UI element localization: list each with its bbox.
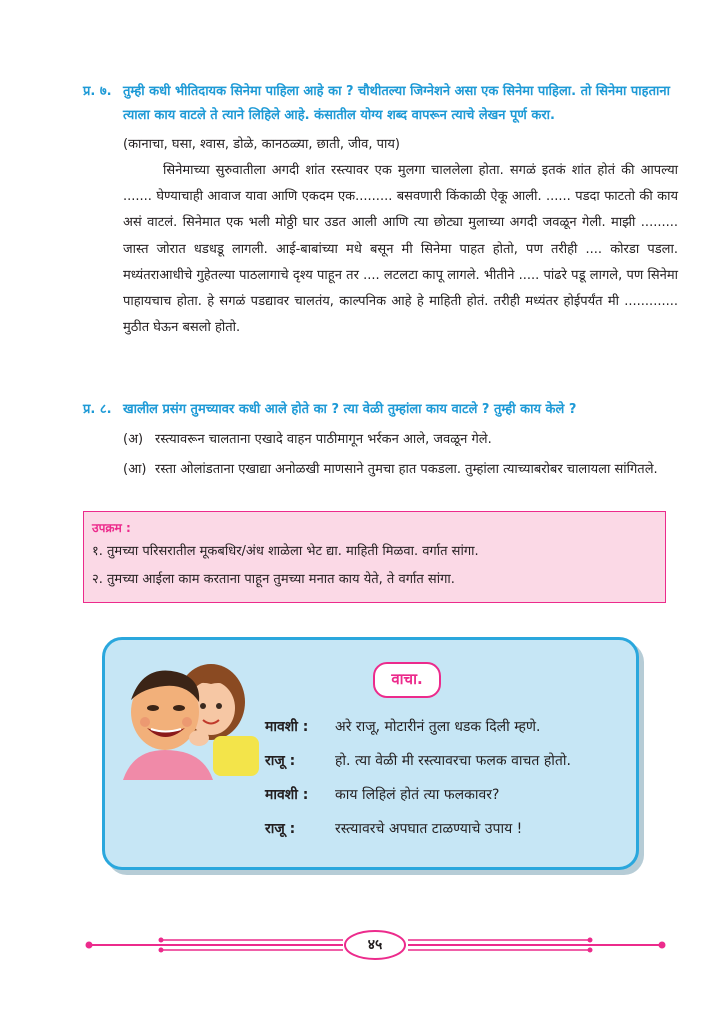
activity-item: २. तुमच्या आईला काम करताना पाहून तुमच्या मनात काय येते, ते वर्गात सांगा. [92,572,455,587]
page-footer [83,925,668,965]
speaker: मावशी : [265,787,309,803]
question-8-heading [83,398,678,422]
speech: हो. त्या वेळी मी रस्त्यावरचा फलक वाचत होतो. [335,753,571,769]
speech: रस्त्यावरचे अपघात टाळण्याचे उपाय ! [335,821,523,837]
option-label: (अ) [123,432,144,447]
question-7-heading [83,80,678,128]
activity-box [83,511,666,603]
question-8-number: प्र. ८. [83,402,112,417]
option-a [123,428,678,452]
question-8-text: खालील प्रसंग तुमच्यावर कधी आले होते का ? त्या वेळी तुम्हांला काय वाटले ? तुम्ही काय केले ? [123,402,577,417]
option-label: (आ) [123,462,147,477]
speaker: राजू : [265,821,296,837]
question-8 [83,398,678,482]
word-options: (कानाचा, घसा, श्वास, डोळे, कानठळ्या, छाती, जीव, पाय) [123,137,400,152]
question-7 [83,80,678,341]
dialogue-line [265,751,571,771]
dialogue-line [265,819,522,839]
option-text: रस्त्यावरून चालताना एखादे वाहन पाठीमागून भर्रकन आले, जवळून गेले. [155,432,492,447]
speech: अरे राजू, मोटारीनं तुला धडक दिली म्हणे. [335,719,541,735]
read-box [102,637,639,870]
fill-in-paragraph: सिनेमाच्या सुरुवातीला अगदी शांत रस्त्यावर एक मुलगा चाललेला होता. सगळं इतकं शांत होतं की आपल्या ....... घेण्याचाही आवाज यावा आणि एकदम एक......... बसवणारी किंकाळी ऐकू आली. ...... पडदा फाटतो की काय असं वाटलं. सिनेमात एक भली मोठ्ठी घार उडत आली आणि त्या छोट्या मुलाच्या अगदी जवळून गेली. माझी ......... जास्त जोरात धडधडू लागली. आई-बाबांच्या मधे बसून मी सिनेमा पाहत होतो, पण तरीही .... कोरडा पडला. मध्यंतराआधीचे गुहेतल्या पाठलागाचे दृश्य पाहून तर .... लटलटा कापू लागले. भीतीने ..... पांढरे पडू लागले, पण सिनेमा पाहायचाच होता. हे सगळं पडद्यावर चालतंय, काल्पनिक आहे हे माहिती होतं. तरीही मध्यंतर होईपर्यंत मी ............. मुठीत घेऊन बसलो होतो. [123,163,678,336]
option-text: रस्ता ओलांडताना एखाद्या अनोळखी माणसाने तुमचा हात पकडला. तुम्हांला त्याच्याबरोबर चालायला सांगितले. [155,462,658,477]
speaker: मावशी : [265,719,309,735]
question-7-number: प्र. ७. [83,84,112,99]
speech: काय लिहिलं होतं त्या फलकावर? [335,787,500,803]
speaker: राजू : [265,753,296,769]
dialogue-line [265,785,499,805]
read-title: वाचा. [373,662,441,698]
question-7-text: तुम्ही कधी भीतिदायक सिनेमा पाहिला आहे का ? चौथीतल्या जिग्नेशने असा एक सिनेमा पाहिला. तो सिनेमा पाहताना त्याला काय वाटले ते त्याने लिहिले आहे. कंसातील योग्य शब्द वापरून त्याचे लेखन पूर्ण करा. [123,84,670,123]
activity-title: उपक्रम : [92,521,131,535]
dialogue-line [265,717,540,737]
page-number: ४५ [367,937,383,953]
activity-item: १. तुमच्या परिसरातील मूकबधिर/अंध शाळेला भेट द्या. माहिती मिळवा. वर्गात सांगा. [92,544,479,559]
option-aa [123,458,678,482]
children-illustration [113,650,263,780]
